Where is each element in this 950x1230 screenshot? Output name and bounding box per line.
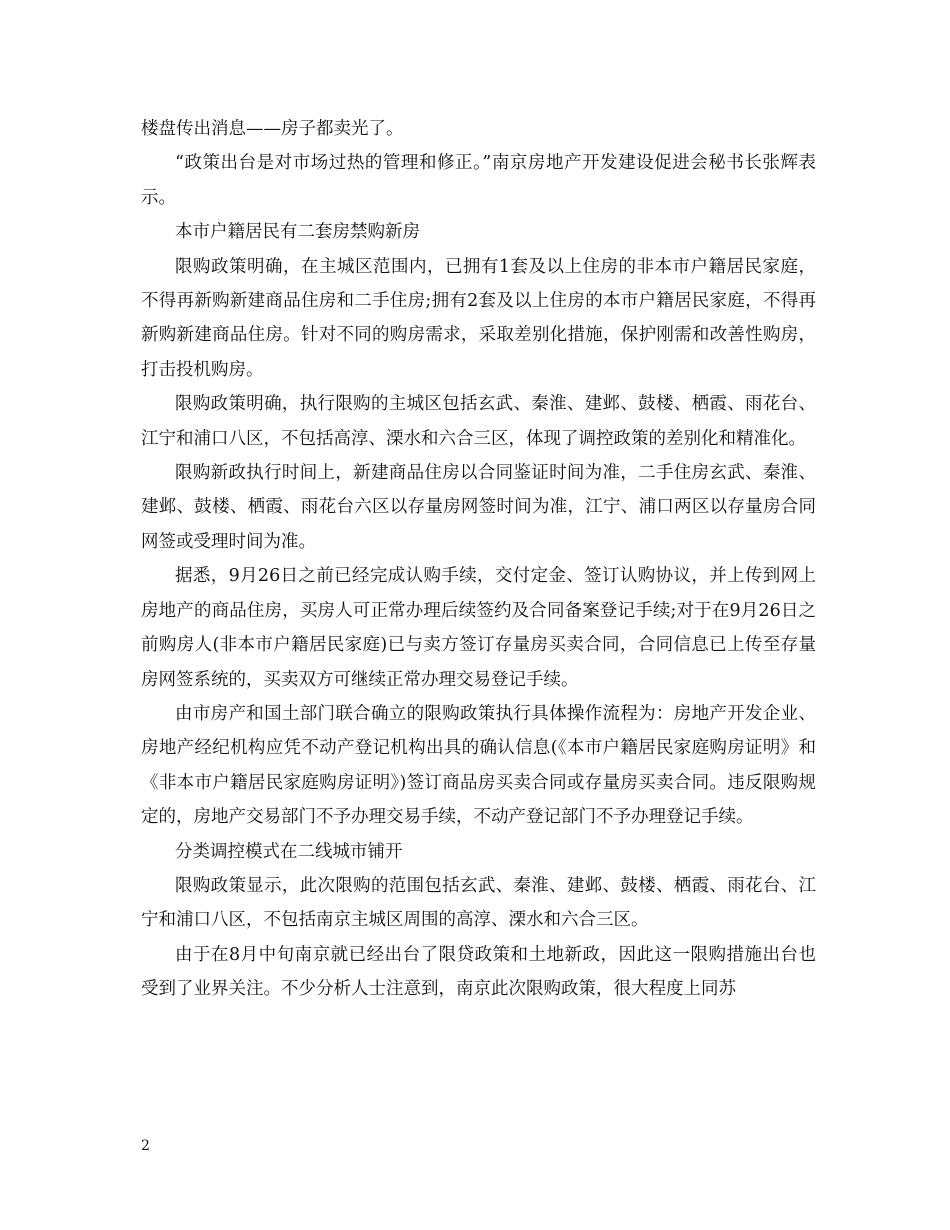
- paragraph-7: 由市房产和国土部门联合确立的限购政策执行具体操作流程为：房地产开发企业、房地产经纪机构应凭不动产登记机构出具的确认信息(《本市户籍居民家庭购房证明》和《非本市户籍居民家庭购房证明》)签订商品房买卖合同或存量房买卖合同。违反限购规定的，房地产交易部门不予办理交易手续，不动产登记部门不予办理登记手续。: [141, 703, 816, 828]
- paragraph-6: 据悉，9月26日之前已经完成认购手续，交付定金、签订认购协议，并上传到网上房地产的商品住房，买房人可正常办理后续签约及合同备案登记手续;对于在9月26日之前购房人(非本市户籍居民家庭)已与卖方签订存量房买卖合同，合同信息已上传至存量房网签系统的，买卖双方可继续正常办理交易登记手续。: [141, 566, 816, 690]
- section-heading-1: 本市户籍居民有二套房禁购新房: [175, 222, 420, 243]
- page-number: 2: [141, 1138, 150, 1154]
- section-heading-2: 分类调控模式在二线城市铺开: [175, 841, 403, 862]
- paragraph-9: 由于在8月中旬南京就已经出台了限贷政策和土地新政，因此这一限购措施出台也受到了业界关注。不少分析人士注意到，南京此次限购政策，很大程度上同苏: [141, 944, 816, 1000]
- paragraph-2: “政策出台是对市场过热的管理和修正。”南京房地产开发建设促进会秘书长张辉表示。: [141, 153, 816, 208]
- paragraph-5: 限购新政执行时间上，新建商品住房以合同鉴证时间为准，二手住房玄武、秦淮、建邺、鼓楼、栖霞、雨花台六区以存量房网签时间为准，江宁、浦口两区以存量房合同网签或受理时间为准。: [141, 463, 816, 552]
- body-text: [141, 112, 816, 1007]
- paragraph-8: 限购政策显示，此次限购的范围包括玄武、秦淮、建邺、鼓楼、栖霞、雨花台、江宁和浦口八区，不包括南京主城区周围的高淳、溧水和六合三区。: [141, 875, 816, 931]
- paragraph-1: 楼盘传出消息——房子都卖光了。: [141, 119, 404, 139]
- paragraph-4: 限购政策明确，执行限购的主城区包括玄武、秦淮、建邺、鼓楼、栖霞、雨花台、江宁和浦口八区，不包括高淳、溧水和六合三区，体现了调控政策的差别化和精准化。: [141, 394, 816, 449]
- paragraph-3: 限购政策明确，在主城区范围内，已拥有1套及以上住房的非本市户籍居民家庭，不得再新购新建商品住房和二手住房;拥有2套及以上住房的本市户籍居民家庭，不得再新购新建商品住房。针对不同的购房需求，采取差别化措施，保护刚需和改善性购房，打击投机购房。: [141, 256, 816, 380]
